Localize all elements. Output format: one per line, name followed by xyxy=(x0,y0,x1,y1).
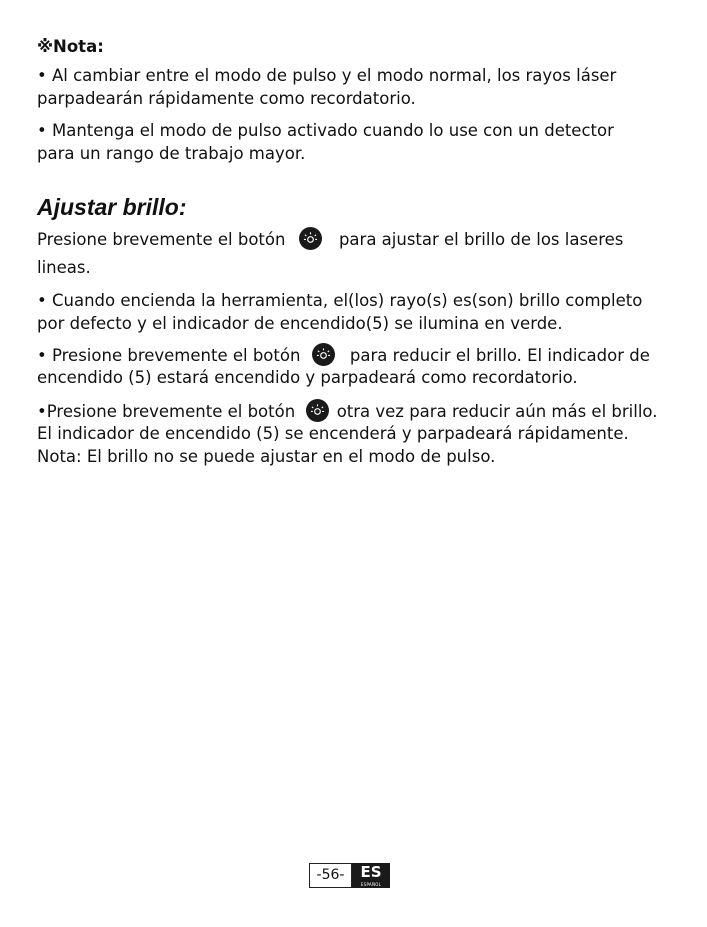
nota-bullet1-line2: parpadearán rápidamente como recordatorio. xyxy=(37,89,416,108)
section-heading: Ajustar brillo: xyxy=(37,194,187,220)
brillo-bullet2-before: • Presione brevemente el botón xyxy=(37,346,301,365)
page-footer xyxy=(309,863,390,888)
brightness-bulb-icon xyxy=(306,399,329,422)
brillo-intro-line2: lineas. xyxy=(37,258,91,277)
brillo-bullet2-line1 xyxy=(37,343,650,367)
brightness-bulb-icon xyxy=(299,227,322,250)
language-code: ES xyxy=(360,863,382,881)
brillo-intro-line1 xyxy=(37,227,623,251)
page-number: -56- xyxy=(309,863,352,888)
brillo-bullet2-after: para reducir el brillo. El indicador de xyxy=(349,346,650,365)
nota-bullet2-line1: • Mantenga el modo de pulso activado cuando lo use con un detector xyxy=(37,121,614,140)
brillo-bullet3-before: •Presione brevemente el botón xyxy=(37,402,296,421)
brillo-intro-before: Presione brevemente el botón xyxy=(37,230,286,249)
brillo-intro-after: para ajustar el brillo de los laseres xyxy=(338,230,624,249)
brillo-bullet3-after: otra vez para reducir aún más el brillo. xyxy=(336,402,658,421)
brillo-bullet1-line1: • Cuando encienda la herramienta, el(los) rayo(s) es(son) brillo completo xyxy=(37,291,643,310)
brillo-bullet2-line2: encendido (5) estará encendido y parpadeará como recordatorio. xyxy=(37,368,578,387)
nota-title: ※Nota: xyxy=(37,37,104,56)
brillo-bullet3-line1 xyxy=(37,399,657,423)
brillo-bullet1-line2: por defecto y el indicador de encendido(5) se ilumina en verde. xyxy=(37,314,563,333)
brillo-bullet3-line2: El indicador de encendido (5) se encenderá y parpadeará rápidamente. xyxy=(37,424,629,443)
brillo-bullet3-line3: Nota: El brillo no se puede ajustar en el modo de pulso. xyxy=(37,447,496,466)
brightness-bulb-icon xyxy=(312,343,335,366)
nota-bullet1-line1: • Al cambiar entre el modo de pulso y el modo normal, los rayos láser xyxy=(37,66,617,85)
language-badge xyxy=(352,863,390,888)
language-name: ESPAÑOL xyxy=(360,882,382,887)
nota-bullet2-line2: para un rango de trabajo mayor. xyxy=(37,144,306,163)
